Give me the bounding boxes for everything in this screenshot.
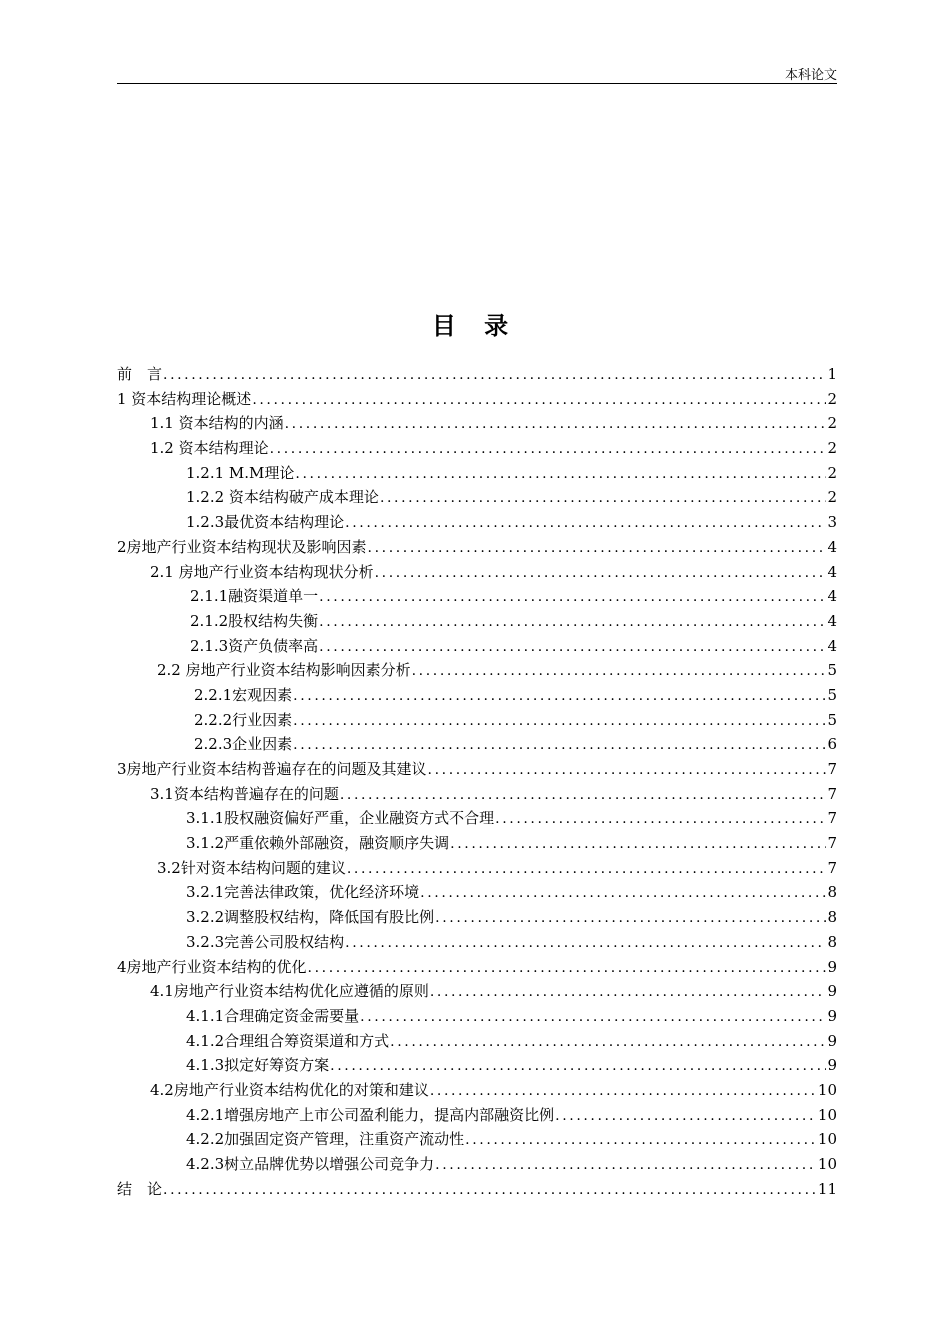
toc-leader-dots	[430, 1079, 817, 1104]
toc-leader-dots	[319, 585, 826, 610]
toc-entry[interactable]	[117, 856, 837, 881]
toc-entry[interactable]	[117, 1177, 837, 1202]
toc-leader-dots	[295, 462, 826, 487]
toc-entry-page: 7	[827, 834, 837, 853]
toc-entry[interactable]	[117, 634, 837, 659]
toc-entry-page: 9	[827, 1056, 837, 1075]
running-header: 本科论文	[784, 68, 837, 83]
toc-entry-page: 3	[827, 513, 837, 532]
toc-entry-label: 2.2 房地产行业资本结构影响因素分析	[157, 661, 411, 680]
toc-entry[interactable]	[117, 1029, 837, 1054]
toc-leader-dots	[450, 832, 826, 857]
header-rule	[117, 83, 837, 84]
toc-leader-dots	[435, 906, 826, 931]
toc-entry[interactable]	[117, 905, 837, 930]
toc-leader-dots	[293, 709, 826, 734]
toc-entry-page: 9	[827, 1031, 837, 1050]
toc-entry-page: 10	[817, 1105, 837, 1124]
toc-entry-label: 3.1资本结构普遍存在的问题	[150, 784, 339, 803]
toc-entry-page: 5	[827, 685, 837, 704]
toc-entry-label: 前 言	[117, 365, 163, 383]
toc-entry-label: 3.1.1股权融资偏好严重，企业融资方式不合理	[186, 809, 495, 828]
toc-entry-page: 2	[827, 439, 837, 458]
toc-entry-page: 11	[817, 1179, 837, 1198]
toc-entry[interactable]	[117, 930, 837, 955]
toc-entry-label: 4.1.2合理组合筹资渠道和方式	[186, 1031, 390, 1050]
toc-entry-page: 10	[817, 1155, 837, 1173]
toc-leader-dots	[435, 1153, 817, 1178]
toc-entry-page: 8	[827, 883, 837, 902]
toc-entry-label: 4.1.3拟定好筹资方案	[186, 1056, 330, 1075]
toc-leader-dots	[163, 1178, 817, 1203]
toc-entry[interactable]	[117, 411, 837, 436]
toc-entry[interactable]	[117, 362, 837, 387]
toc-entry-label: 2.2.1宏观因素	[194, 685, 293, 704]
toc-entry-label: 1.2 资本结构理论	[150, 439, 269, 458]
toc-entry-label: 1 资本结构理论概述	[117, 389, 252, 408]
toc-leader-dots	[465, 1128, 817, 1153]
toc-entry-page: 7	[827, 809, 837, 828]
toc-entry[interactable]	[117, 831, 837, 856]
toc-leader-dots	[495, 807, 826, 832]
toc-entry[interactable]	[117, 880, 837, 905]
toc-leader-dots	[412, 659, 827, 684]
toc-entry-page: 5	[827, 661, 837, 680]
toc-entry[interactable]	[117, 683, 837, 708]
toc-entry[interactable]	[117, 1103, 837, 1128]
toc-entry[interactable]	[117, 535, 837, 560]
toc-entry-label: 3.2.3完善公司股权结构	[186, 932, 345, 951]
toc-entry-label: 4.2房地产行业资本结构优化的对策和建议	[150, 1080, 429, 1099]
toc-entry[interactable]	[117, 609, 837, 634]
toc-title: 目 录	[431, 312, 519, 340]
toc-leader-dots	[420, 881, 826, 906]
toc-leader-dots	[375, 561, 827, 586]
toc-entry-page: 2	[827, 463, 837, 482]
toc-entry[interactable]	[117, 806, 837, 831]
toc-entry[interactable]	[117, 1053, 837, 1078]
toc-entry-page: 4	[827, 562, 837, 581]
toc-entry[interactable]	[117, 560, 837, 585]
toc-entry-label: 4.1房地产行业资本结构优化应遵循的原则	[150, 982, 429, 1001]
toc-entry-label: 1.2.2 资本结构破产成本理论	[186, 488, 379, 507]
toc-entry[interactable]	[117, 387, 837, 412]
toc-leader-dots	[360, 1005, 826, 1030]
toc-entry-page: 9	[827, 1006, 837, 1025]
toc-entry-label: 4房地产行业资本结构的优化	[117, 957, 307, 976]
toc-leader-dots	[270, 437, 827, 462]
toc-entry-label: 2.1.2股权结构失衡	[190, 611, 319, 630]
toc-entry-label: 4.2.2加强固定资产管理，注重资产流动性	[186, 1130, 465, 1149]
toc-entry-label: 1.1 资本结构的内涵	[150, 414, 284, 433]
toc-entry[interactable]	[117, 732, 837, 757]
toc-leader-dots	[293, 684, 826, 709]
toc-entry-page: 4	[827, 636, 837, 655]
toc-entry-label: 4.2.3树立品牌优势以增强公司竞争力	[186, 1155, 435, 1173]
toc-entry-page: 5	[827, 710, 837, 729]
toc-entry-label: 1.2.3最优资本结构理论	[186, 513, 345, 532]
toc-entry-page: 4	[827, 537, 837, 556]
toc-entry-page: 7	[827, 858, 837, 877]
toc-entry[interactable]	[117, 979, 837, 1004]
toc-entry[interactable]	[117, 782, 837, 807]
toc-entry[interactable]	[117, 485, 837, 510]
toc-leader-dots	[430, 980, 827, 1005]
toc-entry-label: 2.1.1融资渠道单一	[190, 587, 319, 606]
toc-entry-page: 10	[817, 1080, 837, 1099]
toc-entry-label: 3房地产行业资本结构普遍存在的问题及其建议	[117, 760, 427, 778]
toc-entry-label: 3.2.2调整股权结构，降低国有股比例	[186, 908, 435, 927]
toc-entry-page: 10	[817, 1130, 837, 1149]
toc-entry-label: 2.2.3企业因素	[194, 735, 293, 754]
toc-entry-label: 3.2.1完善法律政策，优化经济环境	[186, 883, 420, 902]
toc-entry-label: 结 论	[117, 1179, 163, 1198]
toc-leader-dots	[390, 1030, 826, 1055]
toc-entry-label: 2.2.2行业因素	[194, 710, 293, 729]
toc-leader-dots	[428, 758, 827, 783]
toc-leader-dots	[285, 412, 827, 437]
toc-entry-label: 4.2.1增强房地产上市公司盈利能力，提高内部融资比例	[186, 1105, 555, 1124]
toc-entry-label: 3.1.2严重依赖外部融资，融资顺序失调	[186, 834, 450, 853]
toc-leader-dots	[555, 1104, 817, 1129]
toc-leader-dots	[163, 363, 826, 388]
table-of-contents	[117, 362, 837, 1201]
toc-entry-page: 7	[827, 760, 837, 778]
toc-leader-dots	[368, 536, 827, 561]
toc-entry-label: 3.2针对资本结构问题的建议	[157, 858, 346, 877]
toc-entry[interactable]	[117, 436, 837, 461]
toc-entry-label: 2房地产行业资本结构现状及影响因素	[117, 537, 367, 556]
toc-entry[interactable]	[117, 1127, 837, 1152]
toc-leader-dots	[340, 783, 827, 808]
toc-entry-label: 1.2.1 M.M理论	[186, 463, 295, 482]
toc-entry-page: 1	[827, 365, 837, 383]
toc-entry-page: 9	[827, 957, 837, 976]
toc-leader-dots	[319, 635, 826, 660]
toc-entry[interactable]	[117, 658, 837, 683]
toc-entry-label: 4.1.1合理确定资金需要量	[186, 1006, 360, 1025]
toc-entry[interactable]	[117, 955, 837, 980]
toc-leader-dots	[308, 956, 827, 981]
toc-entry-page: 8	[827, 908, 837, 927]
toc-leader-dots	[345, 931, 826, 956]
toc-leader-dots	[380, 486, 827, 511]
toc-entry[interactable]	[117, 1152, 837, 1177]
toc-entry-page: 9	[827, 982, 837, 1001]
toc-entry-page: 8	[827, 932, 837, 951]
toc-leader-dots	[330, 1054, 826, 1079]
toc-leader-dots	[319, 610, 826, 635]
toc-entry-label: 2.1 房地产行业资本结构现状分析	[150, 562, 374, 581]
toc-entry-page: 2	[827, 414, 837, 433]
toc-leader-dots	[345, 511, 826, 536]
toc-entry[interactable]	[117, 1078, 837, 1103]
toc-leader-dots	[347, 857, 827, 882]
toc-entry[interactable]	[117, 1004, 837, 1029]
toc-entry-page: 2	[827, 389, 837, 408]
toc-leader-dots	[252, 388, 826, 413]
toc-entry[interactable]	[117, 757, 837, 782]
toc-leader-dots	[293, 733, 826, 758]
toc-entry[interactable]	[117, 584, 837, 609]
toc-entry[interactable]	[117, 461, 837, 486]
toc-entry-page: 4	[827, 611, 837, 630]
toc-entry-page: 6	[827, 735, 837, 754]
toc-entry-page: 2	[827, 488, 837, 507]
toc-entry-page: 4	[827, 587, 837, 606]
toc-entry-label: 2.1.3资产负债率高	[190, 636, 319, 655]
toc-entry-page: 7	[827, 784, 837, 803]
toc-entry[interactable]	[117, 708, 837, 733]
toc-entry[interactable]	[117, 510, 837, 535]
